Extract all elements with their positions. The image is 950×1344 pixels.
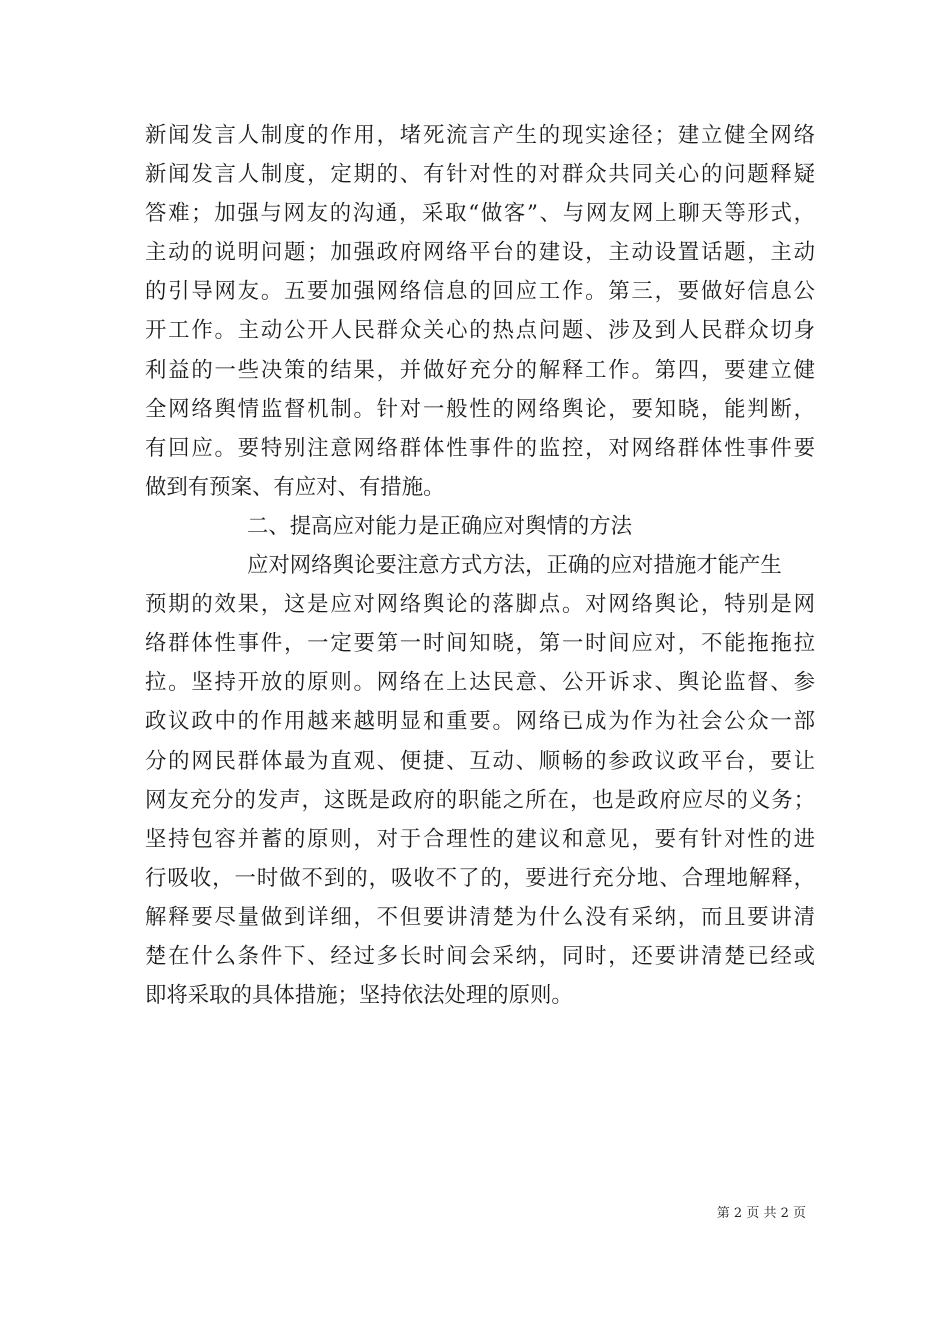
text-line: 有回应。要特别注意网络群体性事件的监控，对网络群体性事件要 <box>145 435 815 461</box>
page-number-footer: 第 2 页 共 2 页 <box>716 1206 806 1221</box>
text-line: 新闻发言人制度，定期的、有针对性的对群众共同关心的问题释疑 <box>145 162 815 188</box>
paragraph-continued <box>145 116 815 507</box>
paragraph-section-two <box>145 546 815 1015</box>
text-line: 应对网络舆论要注意方式方法，正确的应对措施才能产生 <box>247 553 782 579</box>
text-line: 政议政中的作用越来越明显和重要。网络已成为作为社会公众一部 <box>145 709 815 735</box>
text-line: 做到有预案、有应对、有措施。 <box>145 474 445 500</box>
text-line: 分的网民群体最为直观、便捷、互动、顺畅的参政议政平台，要让 <box>145 748 815 774</box>
text-line: 楚在什么条件下、经过多长时间会采纳，同时，还要讲清楚已经或 <box>145 943 815 969</box>
text-line: 络群体性事件，一定要第一时间知晓，第一时间应对，不能拖拖拉 <box>145 631 815 657</box>
text-line: 利益的一些决策的结果，并做好充分的解释工作。第四，要建立健 <box>145 357 815 383</box>
document-body <box>145 116 815 1015</box>
text-line: 网友充分的发声，这既是政府的职能之所在，也是政府应尽的义务； <box>145 787 815 813</box>
text-line: 坚持包容并蓄的原则，对于合理性的建议和意见，要有针对性的进 <box>145 826 815 852</box>
text-line: 主动的说明问题；加强政府网络平台的建设，主动设置话题，主动 <box>145 240 815 266</box>
text-line: 即将采取的具体措施；坚持依法处理的原则。 <box>145 983 573 1009</box>
text-line: 预期的效果，这是应对网络舆论的落脚点。对网络舆论，特别是网 <box>145 592 815 618</box>
text-line: 开工作。主动公开人民群众关心的热点问题、涉及到人民群众切身 <box>145 318 815 344</box>
text-line: 拉。坚持开放的原则。网络在上达民意、公开诉求、舆论监督、参 <box>145 670 815 696</box>
text-line: 全网络舆情监督机制。针对一般性的网络舆论，要知晓，能判断， <box>145 396 815 422</box>
section-heading: 二、提高应对能力是正确应对舆情的方法 <box>247 513 633 539</box>
text-line: 解释要尽量做到详细，不但要讲清楚为什么没有采纳，而且要讲清 <box>145 904 815 930</box>
text-line: 行吸收，一时做不到的，吸收不了的，要进行充分地、合理地解释， <box>145 865 815 891</box>
text-line: 答难；加强与网友的沟通，采取“做客”、与网友网上聊天等形式， <box>145 201 815 227</box>
text-line: 新闻发言人制度的作用，堵死流言产生的现实途径；建立健全网络 <box>145 123 815 148</box>
text-line: 的引导网友。五要加强网络信息的回应工作。第三，要做好信息公 <box>145 279 815 305</box>
